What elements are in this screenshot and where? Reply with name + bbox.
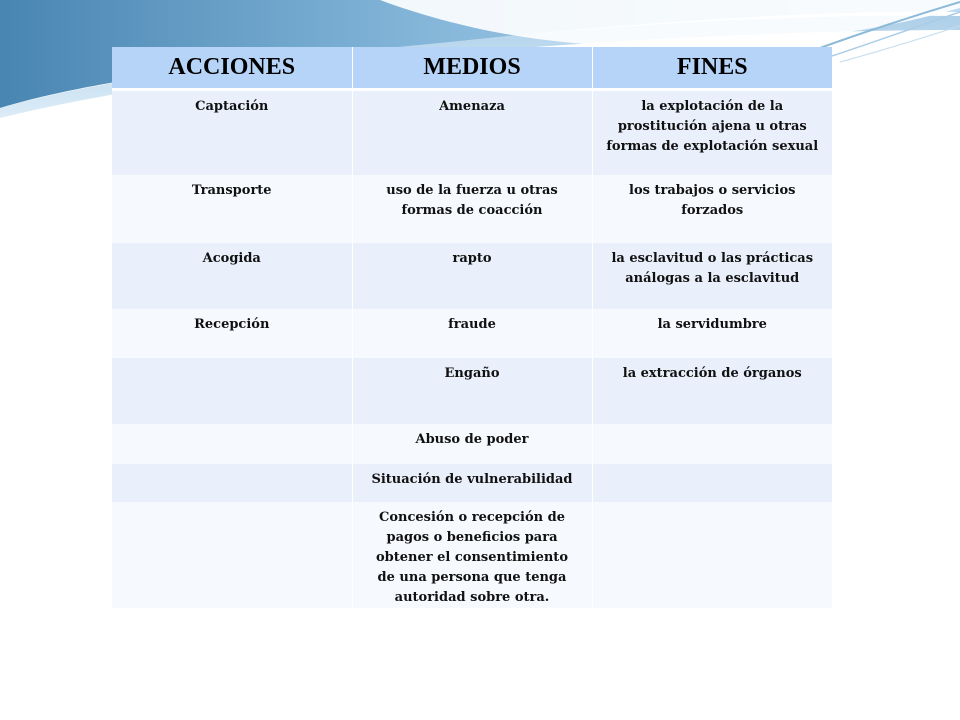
header-medios: MEDIOS <box>352 47 592 90</box>
cell-fin: la extracción de órganos <box>592 358 832 424</box>
cell-medio: rapto <box>352 243 592 309</box>
cell-medio: uso de la fuerza u otras formas de coacción <box>352 175 592 243</box>
cell-medio: Situación de vulnerabilidad <box>352 464 592 502</box>
header-fines: FINES <box>592 47 832 90</box>
cell-accion <box>112 502 352 608</box>
cell-fin <box>592 502 832 608</box>
cell-fin: la servidumbre <box>592 309 832 358</box>
table-row <box>112 424 832 464</box>
cell-fin <box>592 424 832 464</box>
cell-fin <box>592 464 832 502</box>
table-row <box>112 309 832 358</box>
cell-accion: Recepción <box>112 309 352 358</box>
table-row <box>112 90 832 175</box>
table-header-row <box>112 47 832 90</box>
header-acciones: ACCIONES <box>112 47 352 90</box>
cell-fin: la explotación de la prostitución ajena u otras formas de explotación sexual <box>592 90 832 175</box>
table-row <box>112 464 832 502</box>
table-row <box>112 358 832 424</box>
cell-fin: la esclavitud o las prácticas análogas a la esclavitud <box>592 243 832 309</box>
cell-accion <box>112 464 352 502</box>
cell-accion: Captación <box>112 90 352 175</box>
cell-medio: Engaño <box>352 358 592 424</box>
table-row <box>112 175 832 243</box>
cell-accion <box>112 424 352 464</box>
cell-medio: Concesión o recepción de pagos o beneficios para obtener el consentimiento de una persona que tenga autoridad sobre otra. <box>352 502 592 608</box>
cell-accion: Transporte <box>112 175 352 243</box>
table-row <box>112 243 832 309</box>
table-row <box>112 502 832 608</box>
cell-medio: Abuso de poder <box>352 424 592 464</box>
cell-accion: Acogida <box>112 243 352 309</box>
cell-medio: fraude <box>352 309 592 358</box>
trafficking-elements-table <box>112 47 832 608</box>
cell-accion <box>112 358 352 424</box>
cell-medio: Amenaza <box>352 90 592 175</box>
cell-fin: los trabajos o servicios forzados <box>592 175 832 243</box>
